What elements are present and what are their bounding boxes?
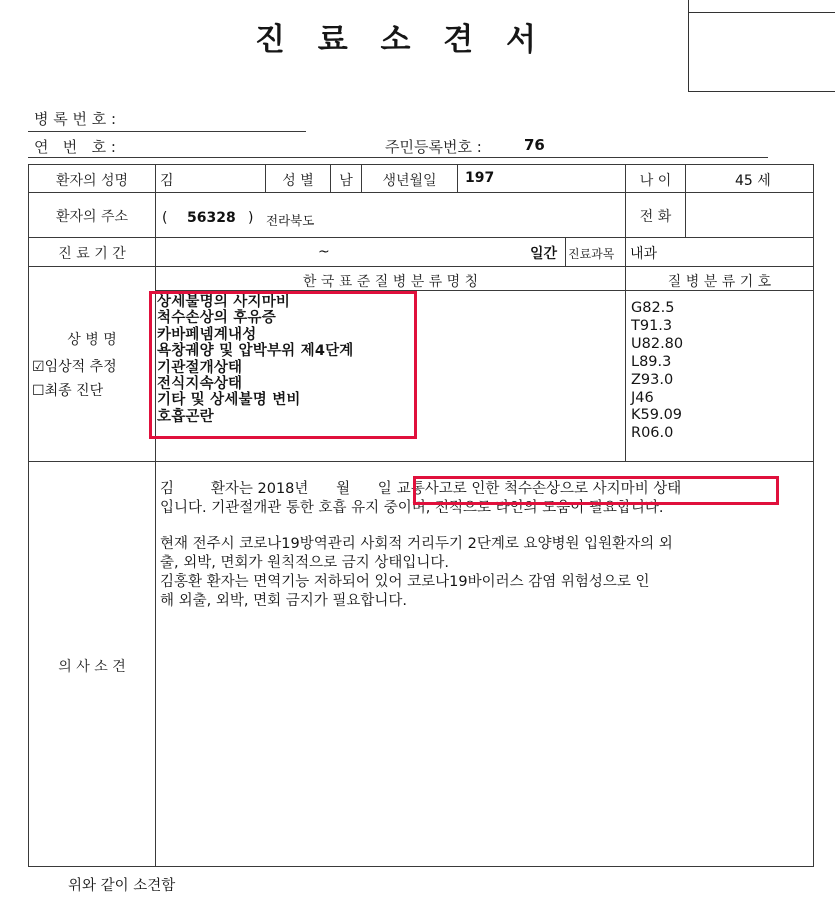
department-label: 진료과목 bbox=[568, 247, 615, 261]
zip-code-value: 56328 bbox=[187, 210, 236, 226]
age-value: 45 세 bbox=[735, 173, 771, 189]
diagnosis-highlight-box bbox=[149, 291, 417, 439]
column-divider bbox=[565, 237, 566, 266]
opinion-line-4: 출, 외박, 면회가 원칙적으로 금지 상태입니다. bbox=[160, 555, 449, 571]
record-no-underline bbox=[28, 131, 306, 132]
address-value: 전라북도 bbox=[266, 213, 315, 228]
diagnosis-code: K59.09 bbox=[631, 407, 683, 424]
diagnosis-row-label: 상 병 명 bbox=[67, 332, 117, 348]
record-no-label: 병 록 번 호 : bbox=[34, 110, 117, 128]
opinion-line-6: 해 외출, 외박, 면회 금지가 필요합니다. bbox=[160, 593, 407, 609]
row-divider bbox=[28, 192, 814, 193]
period-separator: ~ bbox=[318, 244, 330, 260]
diagnosis-item: 욕창궤양 및 압박부위 제4단계 bbox=[157, 343, 354, 360]
diagnosis-code: T91.3 bbox=[631, 317, 673, 334]
diagnosis-item: 전식지속상태 bbox=[157, 376, 243, 393]
phone-label: 전 화 bbox=[639, 209, 672, 225]
row-divider bbox=[28, 461, 814, 462]
diagnosis-code: G82.5 bbox=[631, 300, 675, 316]
opinion-line-1a: 김 환자는 2018년 월 일 bbox=[160, 481, 392, 497]
diagnosis-item: 기타 및 상세불명 변비 bbox=[157, 392, 301, 409]
sex-value: 남 bbox=[339, 173, 353, 189]
resident-no-label: 주민등록번호 : bbox=[385, 138, 482, 156]
disease-name-header: 한 국 표 준 질 병 분 류 명 칭 bbox=[302, 274, 479, 290]
sex-label: 성 별 bbox=[282, 173, 314, 189]
doctor-opinion-label: 의 사 소 견 bbox=[58, 659, 126, 675]
closing-statement: 위와 같이 소견함 bbox=[68, 878, 176, 894]
patient-name-value: 김 bbox=[160, 173, 174, 189]
table-bottom-border bbox=[28, 866, 814, 867]
opinion-highlight-box bbox=[413, 476, 779, 505]
column-divider bbox=[685, 164, 686, 192]
age-label: 나 이 bbox=[639, 173, 672, 189]
column-divider bbox=[625, 266, 626, 461]
clinical-checkbox-icon: ☑ bbox=[32, 359, 45, 375]
column-divider bbox=[685, 192, 686, 237]
diagnosis-code: Z93.0 bbox=[631, 371, 674, 388]
diagnosis-item: 척수손상의 후유증 bbox=[157, 310, 276, 327]
diagnosis-code: L89.3 bbox=[631, 353, 672, 370]
diagnosis-code: J46 bbox=[631, 389, 654, 406]
diagnosis-item: 카바페넴계내성 bbox=[157, 326, 257, 343]
birth-date-label: 생년월일 bbox=[382, 173, 437, 189]
department-value: 내과 bbox=[630, 246, 658, 262]
treatment-period-label: 진 료 기 간 bbox=[58, 246, 126, 262]
diagnosis-item: 상세불명의 사지마비 bbox=[157, 294, 291, 310]
clinical-estimate-label: 임상적 추정 bbox=[44, 359, 117, 375]
birth-date-value: 197 bbox=[465, 170, 495, 186]
header-underline bbox=[28, 157, 768, 158]
stamp-box-header bbox=[689, 0, 835, 13]
row-divider bbox=[28, 237, 814, 238]
opinion-line-3: 현재 전주시 코로나19방역관리 사회적 거리두기 2단계로 요양병원 입원환자의 외 bbox=[160, 536, 673, 552]
zip-close-paren: ) bbox=[248, 210, 254, 226]
approval-stamp-box bbox=[688, 0, 835, 92]
opinion-line-2: 입니다. 기관절개관 통한 호흡 유지 중이며, 전적으로 타인의 도움이 필요합니다. bbox=[160, 500, 664, 516]
serial-no-label: 연 번 호 : bbox=[34, 138, 116, 156]
table-left-border bbox=[28, 164, 29, 867]
diagnosis-code: U82.80 bbox=[631, 335, 684, 352]
final-diagnosis-option bbox=[32, 380, 103, 400]
days-label: 일간 bbox=[530, 246, 558, 262]
resident-no-value: 76 bbox=[524, 136, 545, 154]
diagnosis-code: R06.0 bbox=[631, 425, 674, 442]
document-title: 진 료 소 견 서 bbox=[255, 22, 547, 58]
diagnosis-code-list bbox=[631, 300, 683, 443]
column-divider bbox=[155, 164, 156, 867]
column-divider bbox=[457, 164, 458, 192]
opinion-line-1b: 교통사고로 인한 척수손상으로 사지마비 상태 bbox=[396, 481, 682, 497]
table-top-border bbox=[28, 164, 814, 165]
clinical-estimate-option bbox=[32, 356, 117, 376]
final-diagnosis-label: 최종 진단 bbox=[44, 383, 104, 399]
patient-name-label: 환자의 성명 bbox=[55, 173, 129, 189]
zip-open-paren: ( bbox=[162, 210, 168, 226]
address-label: 환자의 주소 bbox=[55, 209, 129, 225]
opinion-line-5: 김홍환 환자는 면역기능 저하되어 있어 코로나19바이러스 감염 위험성으로 인 bbox=[160, 574, 650, 590]
column-divider bbox=[625, 237, 626, 266]
final-checkbox-icon: ☐ bbox=[32, 383, 45, 399]
table-right-border bbox=[813, 164, 814, 867]
diagnosis-item: 기관절개상태 bbox=[157, 359, 243, 376]
disease-code-header: 질 병 분 류 기 호 bbox=[667, 274, 772, 290]
diagnosis-item: 호흡곤란 bbox=[157, 408, 214, 425]
row-divider bbox=[28, 266, 814, 267]
